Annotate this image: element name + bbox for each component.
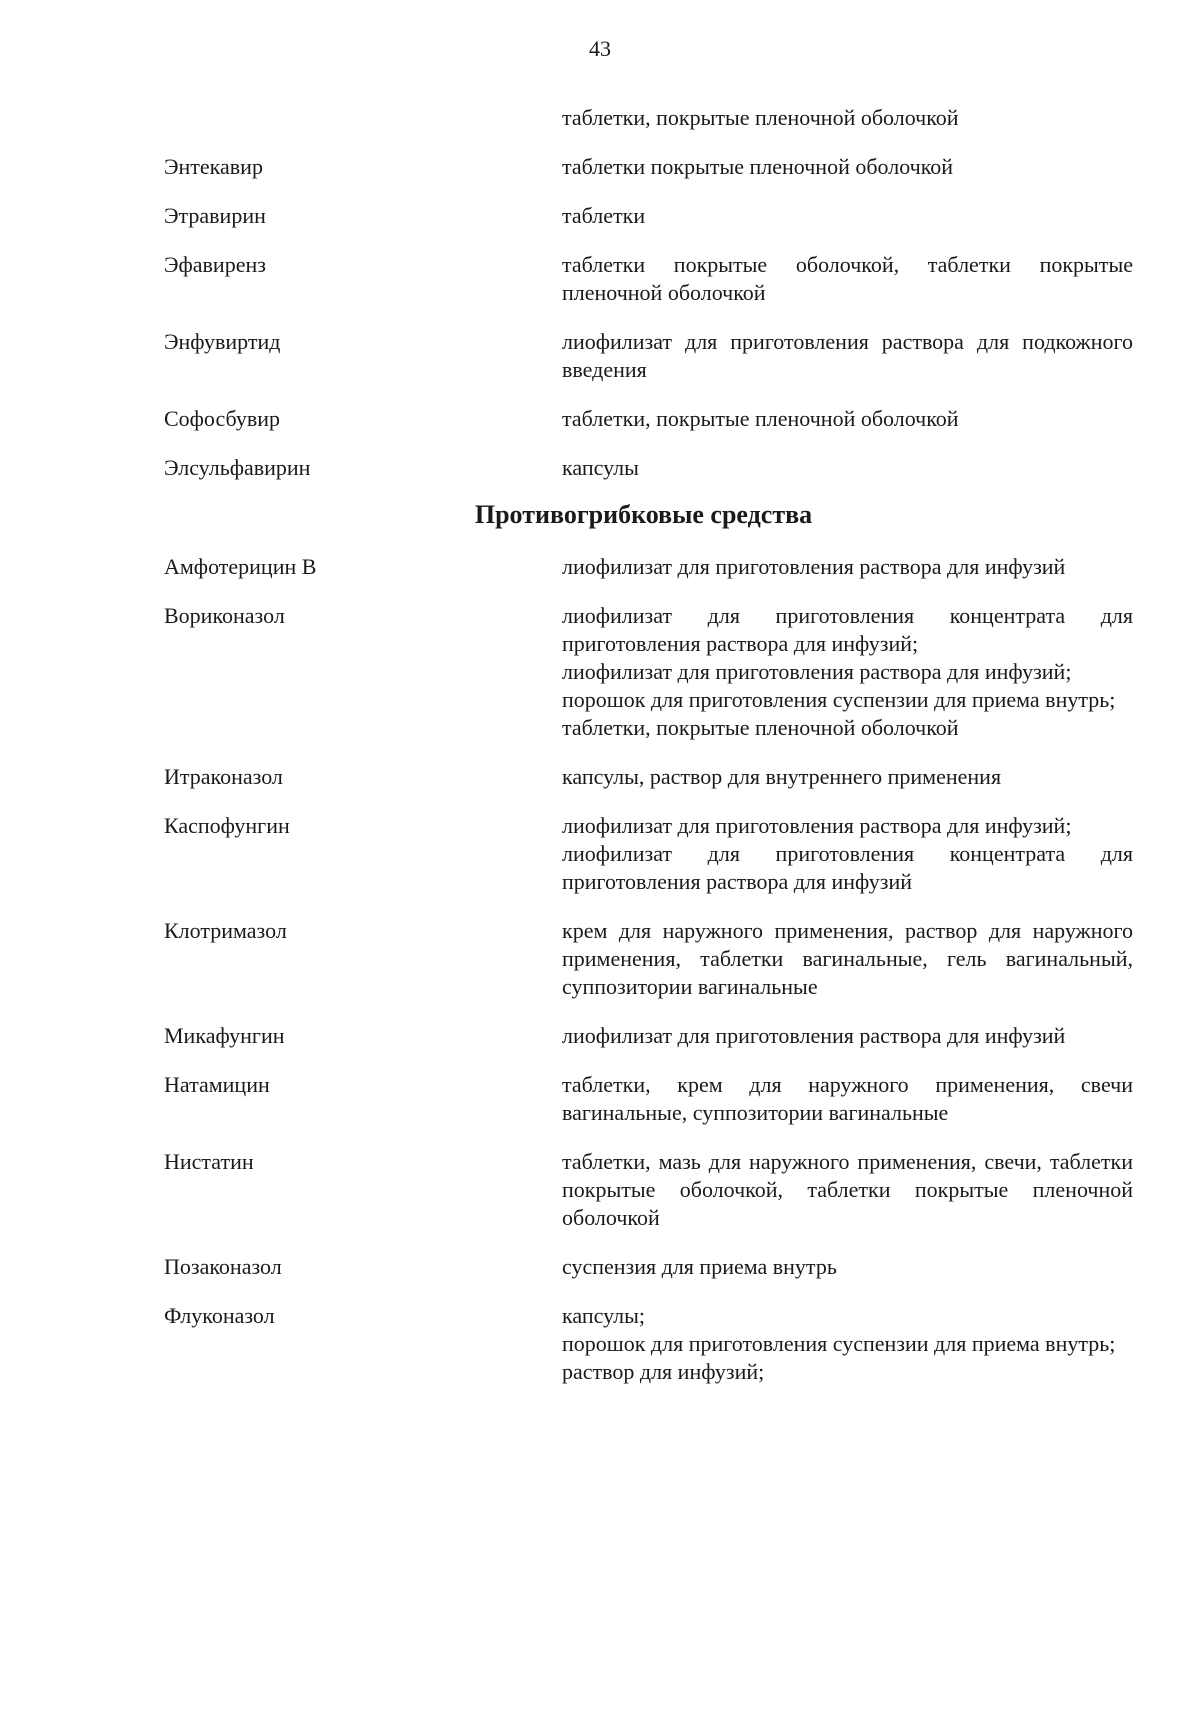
dosage-forms bbox=[562, 1071, 1133, 1127]
dosage-forms bbox=[562, 153, 1133, 181]
dosage-forms bbox=[562, 104, 1133, 132]
dosage-form-line: таблетки, покрытые пленочной оболочкой bbox=[562, 715, 959, 740]
page-number: 43 bbox=[589, 36, 611, 61]
dosage-forms bbox=[562, 251, 1133, 307]
drug-row bbox=[164, 812, 1133, 896]
dosage-form-line: таблетки покрытые оболочкой, таблетки покрытые пленочной оболочкой bbox=[562, 252, 1133, 305]
dosage-form-line: таблетки, покрытые пленочной оболочкой bbox=[562, 105, 959, 130]
drug-name: Элсульфавирин bbox=[164, 455, 311, 480]
dosage-form-line: капсулы; bbox=[562, 1303, 645, 1328]
dosage-form-line: лиофилизат для приготовления раствора для инфузий bbox=[562, 1023, 1066, 1048]
drug-name: Клотримазол bbox=[164, 918, 287, 943]
dosage-forms bbox=[562, 763, 1133, 791]
dosage-forms bbox=[562, 328, 1133, 384]
drug-row bbox=[164, 454, 1133, 482]
drug-name: Нистатин bbox=[164, 1149, 254, 1174]
section-heading: Противогрибковые средства bbox=[474, 500, 813, 529]
drug-row bbox=[164, 602, 1133, 742]
drug-name: Вориконазол bbox=[164, 603, 285, 628]
drug-row bbox=[164, 1022, 1133, 1050]
dosage-forms bbox=[562, 553, 1133, 581]
drug-row bbox=[164, 763, 1133, 791]
drug-row bbox=[164, 153, 1133, 181]
drug-row bbox=[164, 1148, 1133, 1232]
drug-name: Этравирин bbox=[164, 203, 266, 228]
dosage-form-line: капсулы bbox=[562, 455, 639, 480]
drug-name: Флуконазол bbox=[164, 1303, 275, 1328]
dosage-forms bbox=[562, 812, 1133, 896]
drug-name: Энтекавир bbox=[164, 154, 263, 179]
drug-row bbox=[164, 1253, 1133, 1281]
dosage-form-line: таблетки, покрытые пленочной оболочкой bbox=[562, 406, 959, 431]
continuation-row bbox=[164, 104, 1133, 132]
drug-row bbox=[164, 917, 1133, 1001]
dosage-forms bbox=[562, 917, 1133, 1001]
dosage-form-line: лиофилизат для приготовления раствора для инфузий; bbox=[562, 659, 1072, 684]
dosage-form-line: таблетки, мазь для наружного применения, свечи, таблетки покрытые оболочкой, таблетки покрытые пленочной оболочкой bbox=[562, 1149, 1133, 1230]
drug-list bbox=[164, 104, 1133, 1407]
dosage-form-line: лиофилизат для приготовления концентрата для приготовления раствора для инфузий; bbox=[562, 603, 1133, 656]
drug-name: Амфотерицин В bbox=[164, 554, 317, 579]
dosage-form-line: порошок для приготовления суспензии для приема внутрь; bbox=[562, 1331, 1116, 1356]
drug-row bbox=[164, 553, 1133, 581]
dosage-form-line: таблетки покрытые пленочной оболочкой bbox=[562, 154, 954, 179]
drug-name: Энфувиртид bbox=[164, 329, 281, 354]
drug-row bbox=[164, 251, 1133, 307]
dosage-form-line: суспензия для приема внутрь bbox=[562, 1254, 837, 1279]
dosage-form-line: таблетки bbox=[562, 203, 646, 228]
dosage-form-line: порошок для приготовления суспензии для приема внутрь; bbox=[562, 687, 1116, 712]
drug-name: Итраконазол bbox=[164, 764, 283, 789]
dosage-form-line: лиофилизат для приготовления концентрата для приготовления раствора для инфузий bbox=[562, 841, 1133, 894]
drug-name: Каспофунгин bbox=[164, 813, 290, 838]
drug-row bbox=[164, 1071, 1133, 1127]
dosage-form-line: лиофилизат для приготовления раствора для инфузий bbox=[562, 554, 1066, 579]
drug-name: Эфавиренз bbox=[164, 252, 266, 277]
dosage-form-line: таблетки, крем для наружного применения, свечи вагинальные, суппозитории вагинальные bbox=[562, 1072, 1133, 1125]
drug-row bbox=[164, 328, 1133, 384]
dosage-form-line: лиофилизат для приготовления раствора для инфузий; bbox=[562, 813, 1072, 838]
drug-row bbox=[164, 405, 1133, 433]
dosage-forms bbox=[562, 1148, 1133, 1232]
drug-name: Позаконазол bbox=[164, 1254, 282, 1279]
dosage-forms bbox=[562, 405, 1133, 433]
dosage-forms bbox=[562, 454, 1133, 482]
drug-name: Микафунгин bbox=[164, 1023, 285, 1048]
drug-name: Натамицин bbox=[164, 1072, 270, 1097]
drug-row bbox=[164, 202, 1133, 230]
dosage-forms bbox=[562, 602, 1133, 742]
dosage-forms bbox=[562, 202, 1133, 230]
dosage-form-line: капсулы, раствор для внутреннего применения bbox=[562, 764, 1002, 789]
dosage-form-line: крем для наружного применения, раствор для наружного применения, таблетки вагинальные, гель вагинальный, суппозитории вагинальные bbox=[562, 918, 1133, 999]
dosage-forms bbox=[562, 1253, 1133, 1281]
dosage-form-line: раствор для инфузий; bbox=[562, 1359, 765, 1384]
dosage-forms bbox=[562, 1022, 1133, 1050]
dosage-forms bbox=[562, 1302, 1133, 1386]
drug-name: Софосбувир bbox=[164, 406, 281, 431]
drug-row bbox=[164, 1302, 1133, 1386]
dosage-form-line: лиофилизат для приготовления раствора для подкожного введения bbox=[562, 329, 1133, 382]
